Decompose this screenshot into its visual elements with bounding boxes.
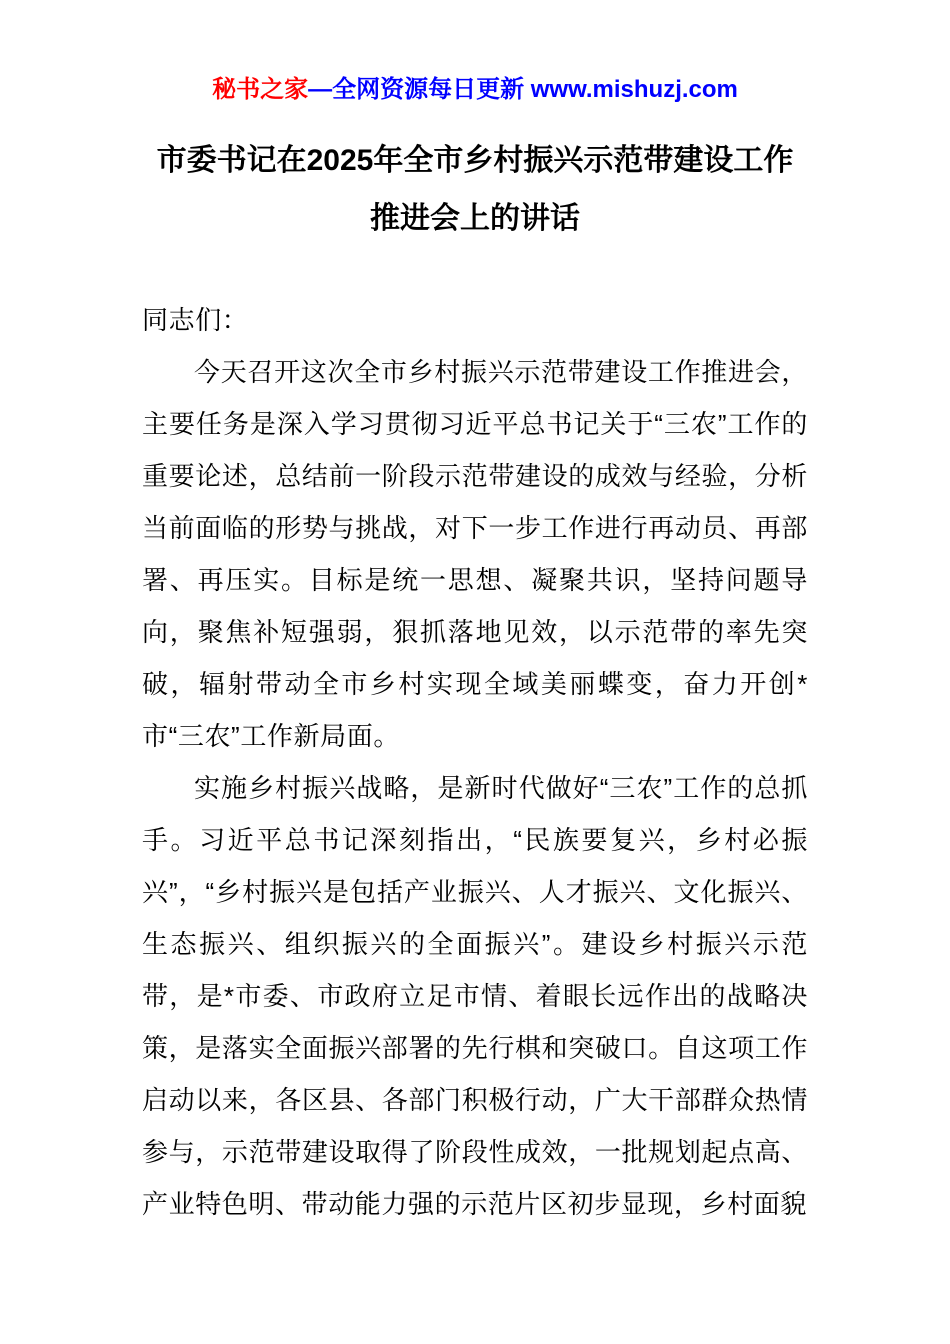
site-tagline: —全网资源每日更新 www.mishuzj.com bbox=[308, 76, 738, 103]
document-body bbox=[142, 294, 808, 1230]
paragraph-2: 实施乡村振兴战略，是新时代做好“三农”工作的总抓手。习近平总书记深刻指出，“民族要复兴，乡村必振兴”，“乡村振兴是包括产业振兴、人才振兴、文化振兴、生态振兴、组织振兴的全面振兴”。建设乡村振兴示范带，是*市委、市政府立足市情、着眼长远作出的战略决策，是落实全面振兴部署的先行棋和突破口。自这项工作启动以来，各区县、各部门积极行动，广大干部群众热情参与，示范带建设取得了阶段性成效，一批规划起点高、产业特色明、带动能力强的示范片区初步显现，乡村面貌 bbox=[142, 773, 808, 1219]
site-header bbox=[142, 74, 808, 106]
document-title: 市委书记在2025年全市乡村振兴示范带建设工作推进会上的讲话 bbox=[156, 144, 794, 235]
salutation: 同志们： bbox=[142, 305, 249, 335]
paragraph-1: 今天召开这次全市乡村振兴示范带建设工作推进会，主要任务是深入学习贯彻习近平总书记关于“三农”工作的重要论述，总结前一阶段示范带建设的成效与经验，分析当前面临的形势与挑战，对下一步工作进行再动员、再部署、再压实。目标是统一思想、凝聚共识，坚持问题导向，聚焦补短强弱，狠抓落地见效，以示范带的率先突破，辐射带动全市乡村实现全域美丽蝶变，奋力开创*市“三农”工作新局面。 bbox=[142, 357, 808, 751]
site-brand: 秘书之家 bbox=[212, 76, 309, 103]
